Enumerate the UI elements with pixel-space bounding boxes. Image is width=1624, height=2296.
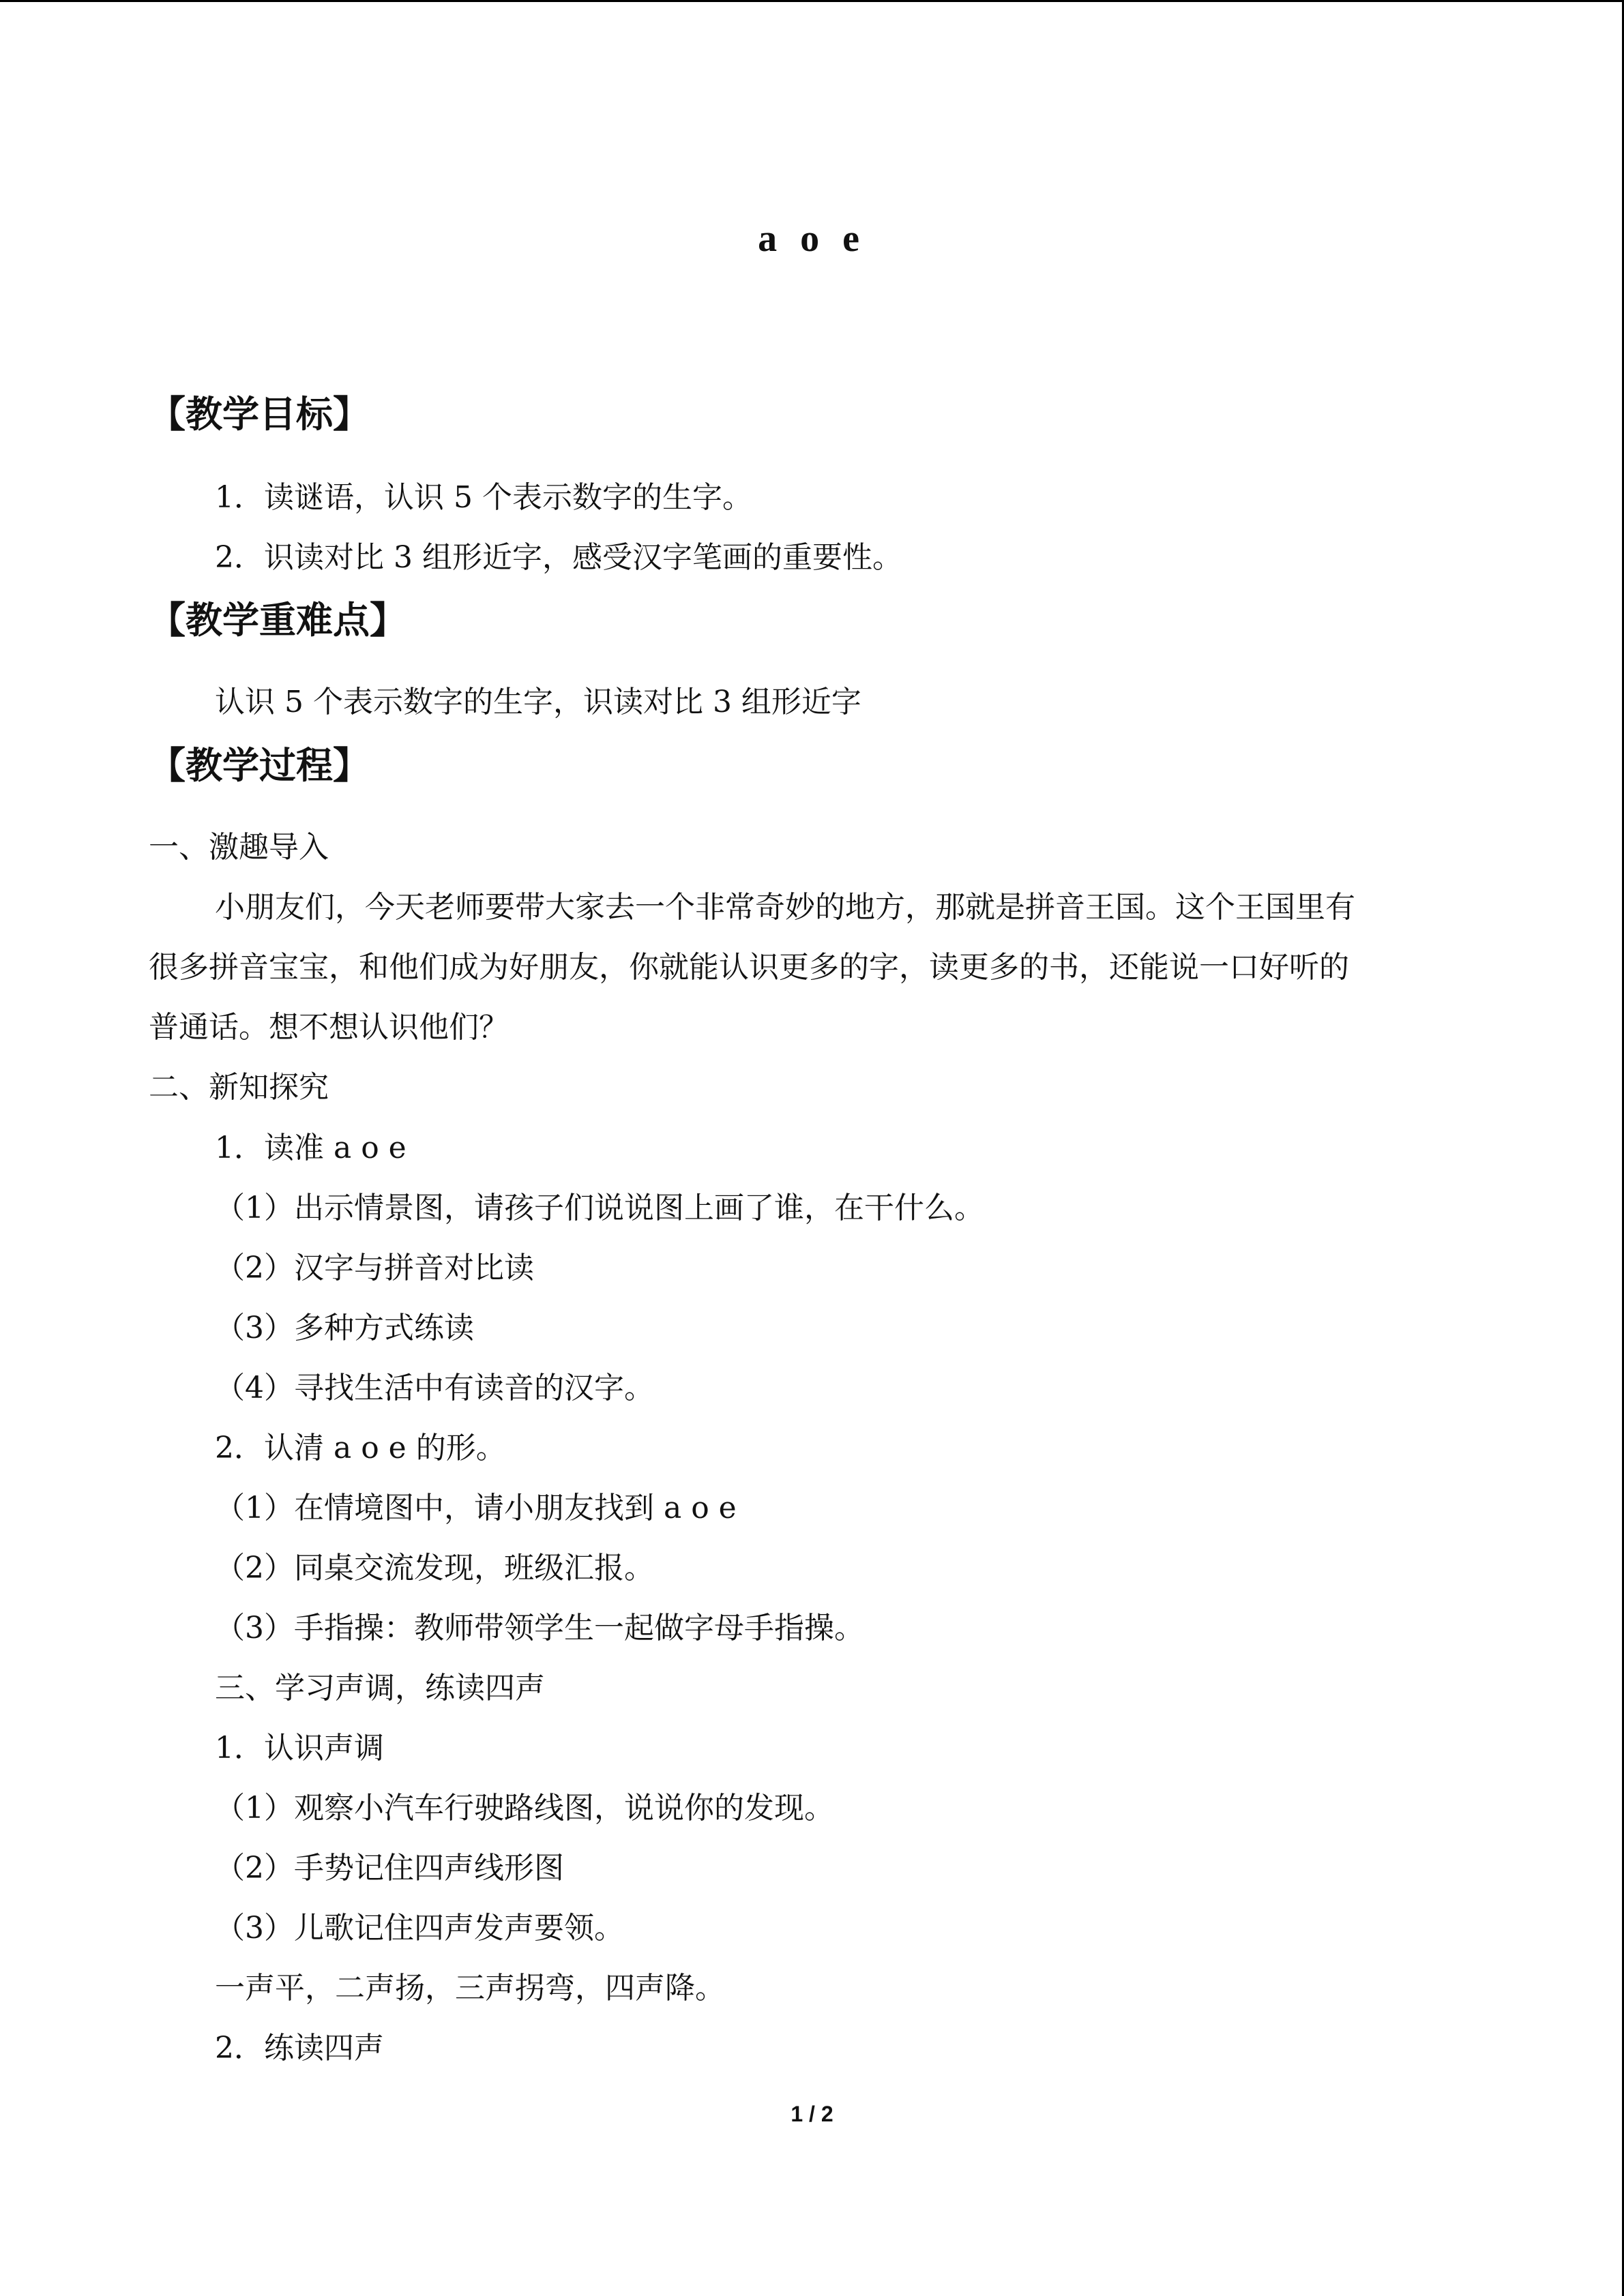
part3-title: 三、学习声调，练读四声 [215,1671,545,1705]
step1-item: （3）多种方式练读 [215,1311,474,1345]
step2-item: （3）手指操：教师带领学生一起做字母手指操。 [215,1611,864,1645]
paragraph-line: 普通话。想不想认识他们？ [149,1010,509,1045]
part2-title: 二、新知探究 [149,1070,329,1105]
objectives-heading: 【教学目标】 [149,393,370,436]
step2-title: 2．认清 a o e 的形。 [215,1431,506,1465]
key-points-text: 认识 5 个表示数字的生字，识读对比 3 组形近字 [215,685,861,719]
top-border-line [0,0,1624,2]
step1-title: 1．读准 a o e [215,1131,407,1165]
step4-title: 2．练读四声 [215,2031,384,2066]
step3-item: （1）观察小汽车行驶路线图，说说你的发现。 [215,1791,834,1825]
paragraph-line: 小朋友们，今天老师要带大家去一个非常奇妙的地方，那就是拼音王国。这个王国里有 [215,890,1355,925]
key-points-heading: 【教学重难点】 [149,599,407,642]
process-heading: 【教学过程】 [149,744,370,787]
page-title: a o e [758,218,866,260]
step2-item: （2）同桌交流发现，班级汇报。 [215,1551,654,1585]
paragraph-line: 很多拼音宝宝，和他们成为好朋友，你就能认识更多的字，读更多的书，还能说一口好听的 [149,950,1349,985]
step3-item: （2）手势记住四声线形图 [215,1851,564,1885]
rhyme-line: 一声平，二声扬，三声拐弯，四声降。 [215,1971,725,2006]
page-number: 1 / 2 [791,2102,833,2126]
objective-item: 2．识读对比 3 组形近字，感受汉字笔画的重要性。 [215,540,902,575]
step3-item: （3）儿歌记住四声发声要领。 [215,1911,624,1945]
step1-item: （2）汉字与拼音对比读 [215,1251,534,1285]
part1-title: 一、激趣导入 [149,830,329,865]
objective-item: 1．读谜语，认识 5 个表示数字的生字。 [215,480,752,515]
step1-item: （4）寻找生活中有读音的汉字。 [215,1371,654,1405]
step2-item: （1）在情境图中，请小朋友找到 a o e [215,1491,737,1525]
step1-item: （1）出示情景图，请孩子们说说图上画了谁，在干什么。 [215,1191,984,1225]
step3-title: 1．认识声调 [215,1731,384,1765]
